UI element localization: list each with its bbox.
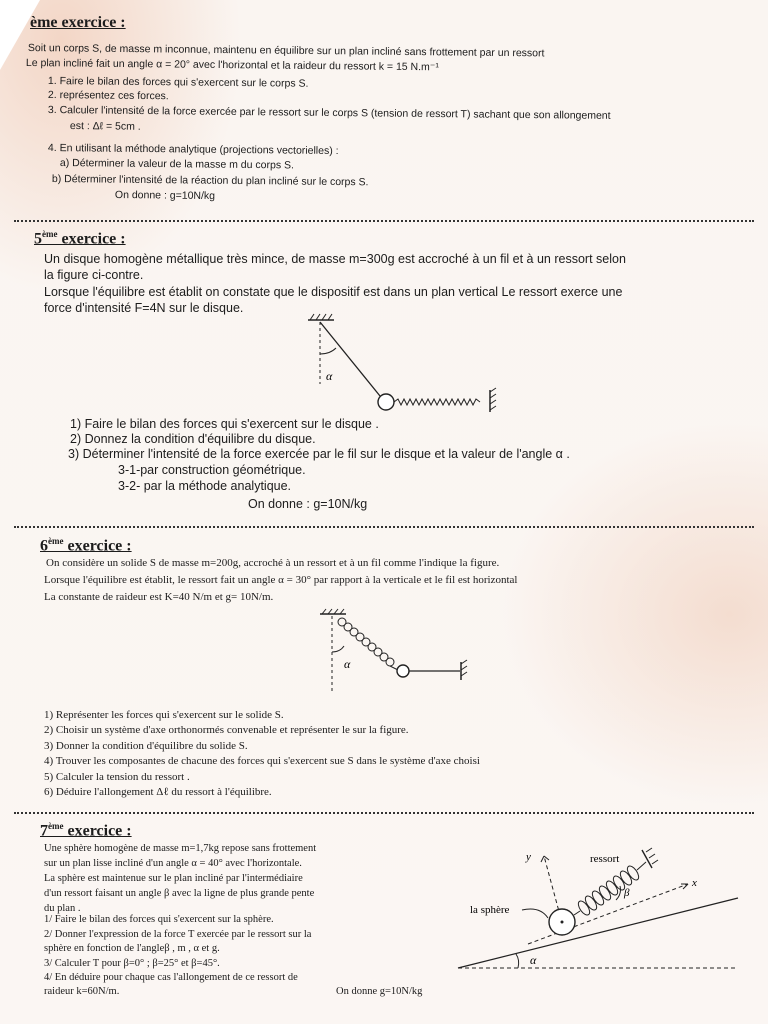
sphere-figure [448,840,754,980]
ex4-q3-cont: est : Δℓ = 5cm . [69,120,141,133]
spring-label: ressort [590,853,620,865]
ex4-given: On donne : g=10N/kg [114,189,216,203]
incline-alpha-label: α [530,953,537,967]
ex6-q5: 5) Calculer la tension du ressort . [44,771,190,783]
ex7-given: On donne g=10N/kg [336,986,423,997]
separator-3 [14,812,754,814]
exercise-5-title: 5ème exercice : [34,229,126,248]
ex6-line-3: La constante de raideur est K=40 N/m et g= 10N/m. [44,591,274,603]
exercise-4-title: ème exercice : [30,14,126,31]
ex7-line-4: d'un ressort faisant un angle β avec la ligne de plus grande pente [44,888,315,899]
ex6-q4: 4) Trouver les composantes de chacune des forces qui s'exercent sue S dans le système d'axe choisi [44,755,480,767]
ex5-line-2: la figure ci-contre. [44,268,144,282]
ex4-q4a: a) Déterminer la valeur de la masse m du corps S. [59,157,295,172]
ex7-q2-cont: sphère en fonction de l'angleβ , m , α et g. [44,943,220,954]
ex5-q1: 1) Faire le bilan des forces qui s'exercent sur le disque . [70,417,379,431]
ex6-q3: 3) Donner la condition d'équilibre du solide S. [44,740,248,752]
ex6-line-1: On considère un solide S de masse m=200g, accroché à un ressort et à un fil comme l'indique la figure. [46,557,500,569]
ex7-q4-cont: raideur k=60N/m. [44,986,120,997]
ex7-line-5: du plan . [44,903,81,914]
ex4-q4: 4. En utilisant la méthode analytique (projections vectorielles) : [47,142,339,158]
ex5-line-3: Lorsque l'équilibre est établit on constate que le dispositif est dans un plan vertical Le ressort exerce une [44,285,623,299]
exercise-6-title: 6ème exercice : [40,536,132,555]
ex6-q6: 6) Déduire l'allongement Δℓ du ressort à l'équilibre. [44,786,272,798]
ex6-q2: 2) Choisir un système d'axe orthonormés convenable et représenter le sur la figure. [44,724,409,736]
ex5-given: On donne : g=10N/kg [248,497,368,511]
ex7-q1: 1/ Faire le bilan des forces qui s'exercent sur la sphère. [44,914,274,925]
ex5-line-4: force d'intensité F=4N sur le disque. [44,301,244,315]
x-axis-label: x [692,877,697,889]
ex7-line-3: La sphère est maintenue sur le plan incliné par l'intermédiaire [44,873,303,884]
solid-figure [316,608,476,694]
ex7-line-2: sur un plan lisse incliné d'un angle α = 40° avec l'horizontale. [44,858,302,869]
ex5-q3-1: 3-1-par construction géométrique. [118,463,306,477]
ex6-line-2: Lorsque l'équilibre est établit, le ressort fait un angle α = 30° par rapport à la verticale et le fil est horizontal [44,574,518,586]
beta-label: β [624,887,630,899]
ex5-line-1: Un disque homogène métallique très mince, de masse m=300g est accroché à un fil et à un ressort selon [44,252,626,266]
ex4-q2: 2. représentez ces forces. [47,89,169,103]
ex4-q3: 3. Calculer l'intensité de la force exercée par le ressort sur le corps S (tension de ressort T) sachant que son allongement [47,104,611,122]
ex5-q2: 2) Donnez la condition d'équilibre du disque. [70,432,316,446]
separator-1 [14,220,754,222]
ex7-q4: 4/ En déduire pour chaque cas l'allongement de ce ressort de [44,972,298,983]
ex4-line-1: Soit un corps S, de masse m inconnue, maintenu en équilibre sur un plan incliné sans frottement par un ressort [27,42,545,60]
exercise-7-title: 7ème exercice : [40,821,132,840]
disk-alpha-label: α [326,369,333,383]
ex6-q1: 1) Représenter les forces qui s'exercent sur le solide S. [44,709,284,721]
disk-figure [300,312,500,416]
ex7-q3: 3/ Calculer T pour β=0° ; β=25° et β=45°. [44,958,220,969]
y-axis-label: y [526,851,531,863]
ex5-q3: 3) Déterminer l'intensité de la force exercée par le fil sur le disque et la valeur de l'angle α . [68,447,570,461]
ex7-line-1: Une sphère homogène de masse m=1,7kg repose sans frottement [44,843,317,854]
ex4-line-2: Le plan incliné fait un angle α = 20° avec l'horizontal et la raideur du ressort k = 15 N.m⁻¹ [25,57,439,74]
ex5-q3-2: 3-2- par la méthode analytique. [118,479,292,493]
ex4-q4b: b) Déterminer l'intensité de la réaction du plan incliné sur le corps S. [51,173,369,189]
ex4-q1: 1. Faire le bilan des forces qui s'exercent sur le corps S. [47,75,309,90]
separator-2 [14,526,754,528]
sphere-label: la sphère [470,904,510,916]
ex7-q2: 2/ Donner l'expression de la force T exercée par le ressort sur la [44,929,312,940]
solid-alpha-label: α [344,657,351,671]
